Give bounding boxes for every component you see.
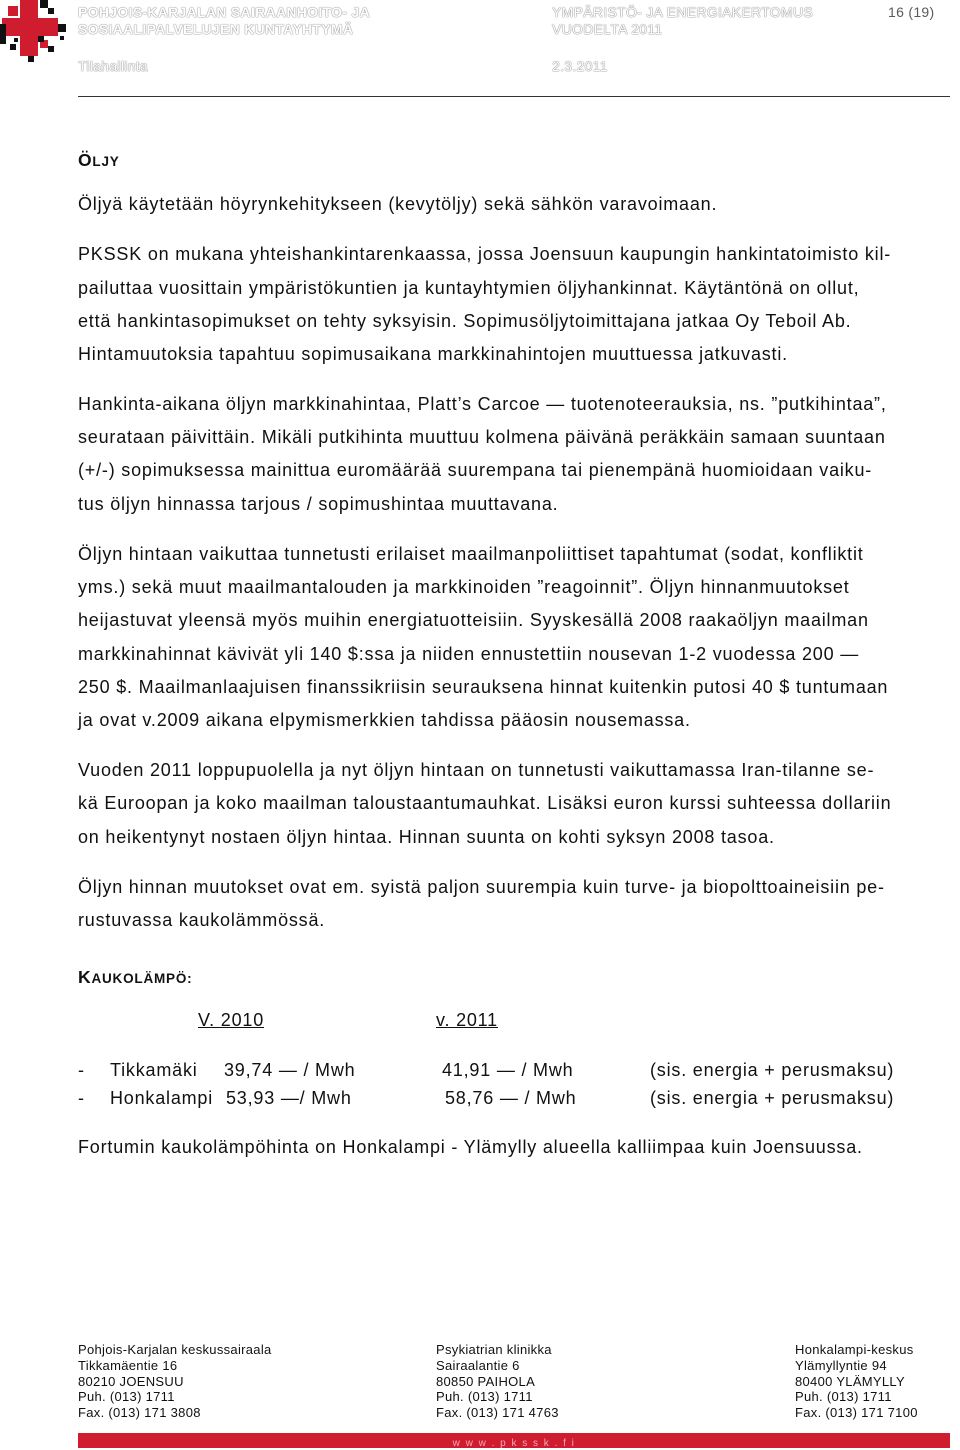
header-divider <box>78 96 950 97</box>
department: Tilahallinta <box>78 58 149 74</box>
row-dash: - <box>78 1088 85 1108</box>
paragraph-line: tus öljyn hinnassa tarjous / sopimushintaa muuttavana. <box>78 494 559 514</box>
org-name-line2: SOSIAALIPALVELUJEN KUNTAYHTYMÄ <box>78 21 354 37</box>
footer-line: 80400 YLÄMYLLY <box>795 1374 905 1389</box>
paragraph-line: seurataan päivittäin. Mikäli putkihinta muuttuu kolmena päivänä peräkkäin samaan suuntaan <box>78 427 886 447</box>
paragraph-line: Öljyn hinnan muutokset ovat em. syistä paljon suurempia kuin turve- ja biopolttoaineisiin pe- <box>78 877 885 897</box>
org-name-line1: POHJOIS-KARJALAN SAIRAANHOITO- JA <box>78 4 370 20</box>
paragraph-line: kä Euroopan ja koko maailman taloustaantumauhkat. Lisäksi euron kurssi suhteessa dollariin <box>78 793 892 813</box>
footer-line: Sairaalantie 6 <box>436 1358 520 1373</box>
price-note: (sis. energia + perusmaksu) <box>650 1088 895 1108</box>
footer-line: Fax. (013) 171 3808 <box>78 1405 201 1420</box>
footer-line: Pohjois-Karjalan keskussairaala <box>78 1342 272 1357</box>
footer-line: Fax. (013) 171 4763 <box>436 1405 559 1420</box>
footer-line: Ylämyllyntie 94 <box>795 1358 887 1373</box>
paragraph-line: että hankintasopimukset on tehty syksyisin. Sopimusöljytoimittajana jatkaa Oy Teboil Ab. <box>78 311 852 331</box>
paragraph-line: ja ovat v.2009 aikana elpymismerkkien tahdissa pääosin nousemassa. <box>78 710 691 730</box>
year-2010-header: V. 2010 <box>198 1010 264 1030</box>
price-2011: 58,76 — / Mwh <box>445 1088 577 1108</box>
footer-line: Puh. (013) 1711 <box>78 1389 175 1404</box>
paragraph-line: Hankinta-aikana öljyn markkinahintaa, Platt’s Carcoe — tuotenoteerauksia, ns. ”putkihintaa”, <box>78 394 887 414</box>
paragraph-line: (+/-) sopimuksessa mainittua euromäärää suurempana tai pienempänä huomioidaan vaiku- <box>78 460 873 480</box>
location-name: Tikkamäki <box>110 1060 198 1080</box>
document-title-line2: VUODELTA 2011 <box>552 21 663 37</box>
website-band <box>78 1433 950 1448</box>
paragraph-line: heijastuvat yleensä myös muihin energiatuotteisiin. Syyskesällä 2008 raakaöljyn maailman <box>78 610 869 630</box>
paragraph-line: Hintamuutoksia tapahtuu sopimusaikana markkinahintojen muuttuessa jatkuvasti. <box>78 344 788 364</box>
paragraph-line: on heikentynyt nostaen öljyn hintaa. Hinnan suunta on kohti syksyn 2008 tasoa. <box>78 827 775 847</box>
document-title-line1: YMPÄRISTÖ- JA ENERGIAKERTOMUS <box>552 4 814 20</box>
document-date: 2.3.2011 <box>552 58 608 74</box>
price-2010: 53,93 —/ Mwh <box>226 1088 352 1108</box>
section-heading-oil: ÖLJY <box>78 150 120 170</box>
price-2011: 41,91 — / Mwh <box>442 1060 574 1080</box>
paragraph-line: markkinahinnat kävivät yli 140 $:ssa ja niiden ennustettiin nousevan 1-2 vuodessa 200 — <box>78 644 860 664</box>
footer-line: Tikkamäentie 16 <box>78 1358 178 1373</box>
district-heating-summary: Fortumin kaukolämpöhinta on Honkalampi - Ylämylly alueella kalliimpaa kuin Joensuussa. <box>78 1137 863 1157</box>
footer-line: Fax. (013) 171 7100 <box>795 1405 918 1420</box>
website-address: w w w . p k s s k . f i <box>452 1438 576 1449</box>
paragraph-line: Vuoden 2011 loppupuolella ja nyt öljyn hintaan on tunnetusti vaikuttamassa Iran-tilanne se- <box>78 760 875 780</box>
paragraph-line: rustuvassa kaukolämmössä. <box>78 910 326 930</box>
price-note: (sis. energia + perusmaksu) <box>650 1060 895 1080</box>
paragraph-line: pailuttaa vuosittain ympäristökuntien ja kuntayhtymien öljyhankinnat. Käytäntönä on ollut, <box>78 278 860 298</box>
section-heading-district-heating: KAUKOLÄMPÖ: <box>78 967 193 987</box>
footer-line: 80210 JOENSUU <box>78 1374 184 1389</box>
footer-line: Puh. (013) 1711 <box>795 1389 892 1404</box>
footer-line: Puh. (013) 1711 <box>436 1389 533 1404</box>
paragraph-line: yms.) sekä muut maailmantalouden ja markkinoiden ”reagoinnit”. Öljyn hinnanmuutokset <box>78 577 850 597</box>
footer-line: 80850 PAIHOLA <box>436 1374 536 1389</box>
year-2011-header: v. 2011 <box>436 1010 498 1030</box>
paragraph-line: Öljyä käytetään höyrynkehitykseen (kevytöljy) sekä sähkön varavoimaan. <box>78 194 718 214</box>
paragraph-line: PKSSK on mukana yhteishankintarenkaassa, jossa Joensuun kaupungin hankintatoimisto kil- <box>78 244 892 264</box>
paragraph-line: Öljyn hintaan vaikuttaa tunnetusti erilaiset maailmanpoliittiset tapahtumat (sodat, konfliktit <box>78 544 864 564</box>
footer-line: Psykiatrian klinikka <box>436 1342 552 1357</box>
paragraph-line: 250 $. Maailmanlaajuisen finanssikriisin seurauksena hinnat kuitenkin putosi 40 $ tuntumaan <box>78 677 889 697</box>
row-dash: - <box>78 1060 85 1080</box>
footer-line: Honkalampi-keskus <box>795 1342 914 1357</box>
page-number: 16 (19) <box>888 4 935 20</box>
price-2010: 39,74 — / Mwh <box>224 1060 356 1080</box>
pkssk-logo-icon <box>0 0 70 66</box>
location-name: Honkalampi <box>110 1088 214 1108</box>
